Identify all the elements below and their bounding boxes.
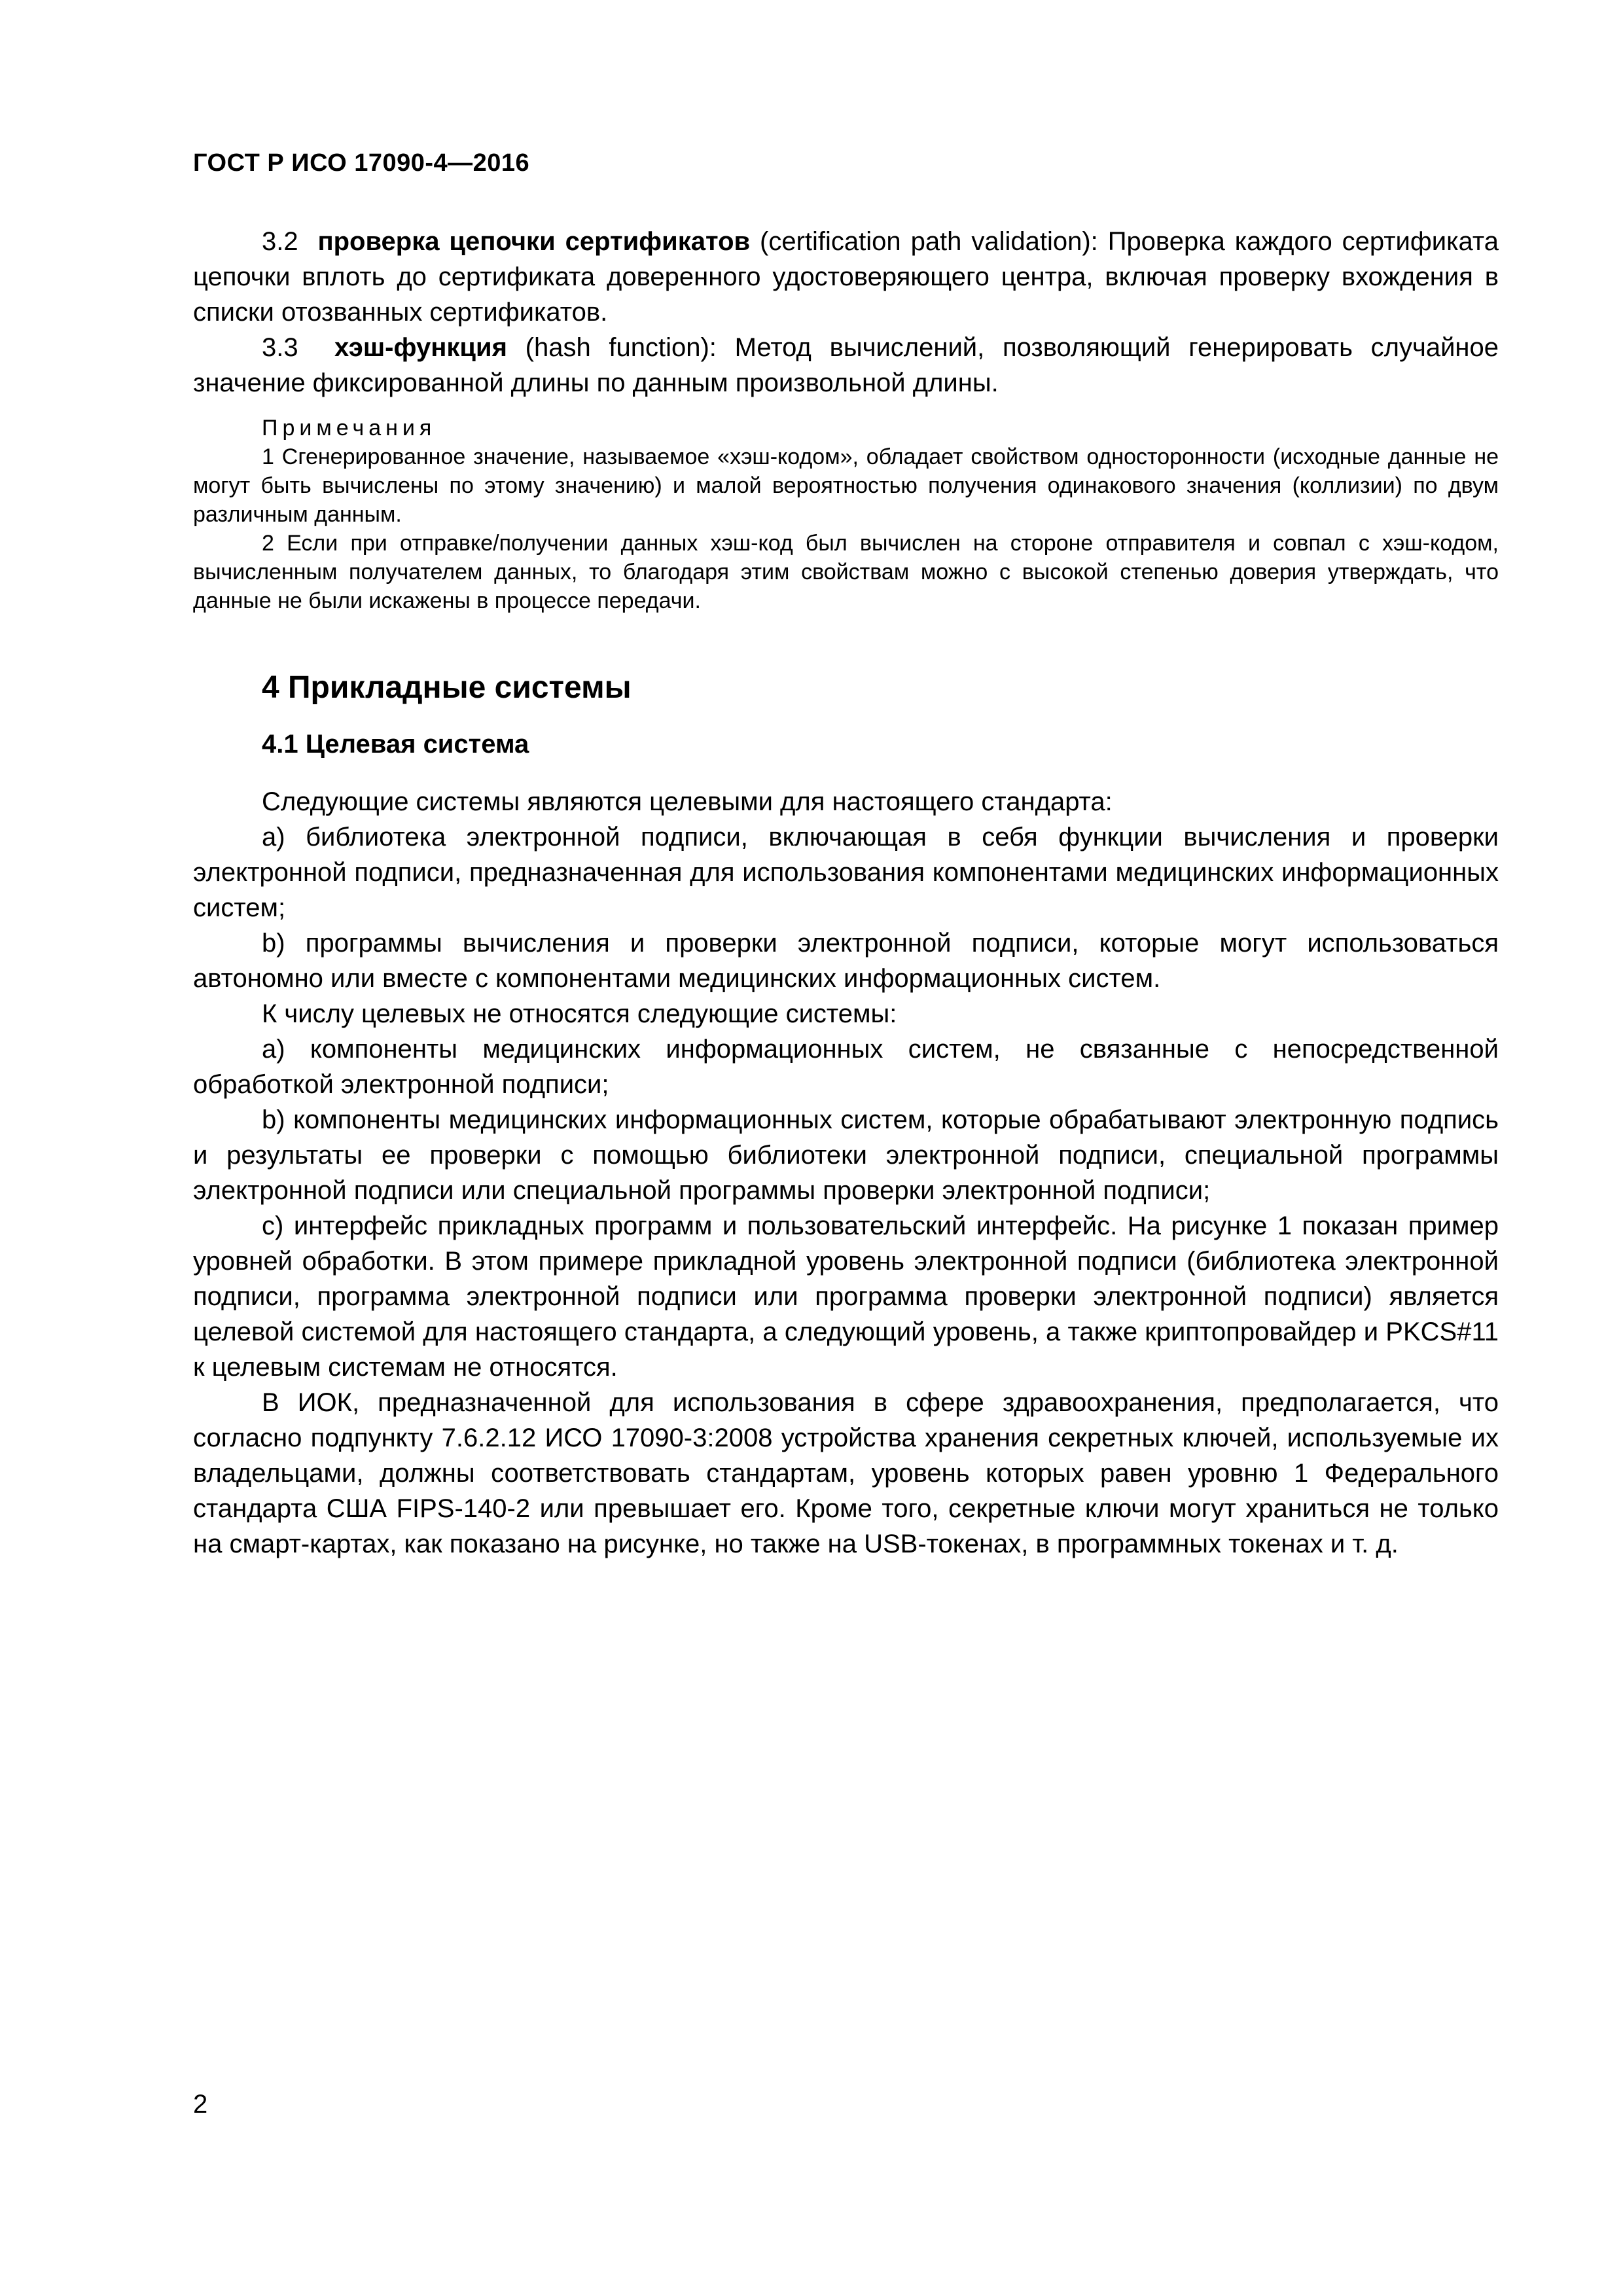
subsection-heading: 4.1 Целевая система <box>262 730 529 759</box>
body-paragraph: Следующие системы являются целевыми для настоящего стандарта: <box>262 787 1113 816</box>
definition-number: 3.3 <box>262 333 298 362</box>
definition-number: 3.2 <box>262 227 298 256</box>
list-item: a) библиотека электронной подписи, включающая в себя функции вычисления и проверки электронной подписи, предназначенная для использования компонентами медицинских информационных систем; <box>193 823 1499 922</box>
list-item: c) интерфейс прикладных программ и пользовательский интерфейс. На рисунке 1 показан пример уровней обработки. В этом примере прикладной уровень электронной подписи (библиотека электронной подписи, программа электронной подписи или программа проверки электронной подписи) является целевой системой для настоящего стандарта, а следующий уровень, а также криптопровайдер и PKCS#11 к целевым системам не относятся. <box>193 1211 1499 1382</box>
document-page <box>193 0 1499 2296</box>
notes-block <box>193 414 1499 615</box>
page-number: 2 <box>193 2090 208 2119</box>
list-item: b) программы вычисления и проверки электронной подписи, которые могут использоваться автономно или вместе с компонентами медицинских информационных систем. <box>193 929 1499 993</box>
list-item: a) компоненты медицинских информационных систем, не связанные с непосредственной обработкой электронной подписи; <box>193 1035 1499 1099</box>
section-heading: 4 Прикладные системы <box>262 670 632 705</box>
note-item: 1 Сгенерированное значение, называемое «хэш-кодом», обладает свойством односторонности (исходные данные не могут быть вычислены по этому значению) и малой вероятностью получения одинакового значения (коллизии) по двум различным данным. <box>193 444 1499 527</box>
note-item: 2 Если при отправке/получении данных хэш-код был вычислен на стороне отправителя и совпал с хэш-кодом, вычисленным получателем данных, то благодаря этим свойствам можно с высокой степенью доверия утверждать, что данные не были искажены в процессе передачи. <box>193 531 1499 613</box>
definition-text: (hash function): Метод вычислений, позволяющий генерировать случайное значение фиксированной длины по данным произвольной длины. <box>193 333 1499 397</box>
document-body <box>193 224 1499 1562</box>
definition-term: проверка цепочки сертификатов <box>317 227 751 256</box>
body-paragraph: В ИОК, предназначенной для использования в сфере здравоохранения, предполагается, что согласно подпункту 7.6.2.12 ИСО 17090-3:2008 устройства хранения секретных ключей, используемые их владельцами, должны соответствовать стандартам, уровень которых равен уровню 1 Федерального стандарта США FIPS-140-2 или превышает его. Кроме того, секретные ключи могут храниться не только на смарт-картах, как показано на рисунке, но также на USB-токенах, в программных токенах и т. д. <box>193 1388 1499 1558</box>
document-code-header: ГОСТ Р ИСО 17090-4—2016 <box>193 149 530 177</box>
body-paragraph: К числу целевых не относятся следующие системы: <box>262 999 897 1028</box>
definition-text: (certification path validation): Проверка каждого сертификата цепочки вплоть до сертификата доверенного удостоверяющего центра, включая проверку вхождения в списки отозванных сертификатов. <box>193 227 1499 327</box>
definition-term: хэш-функция <box>334 333 507 362</box>
definition-3-3 <box>193 330 1499 401</box>
notes-title: Примечания <box>262 416 437 440</box>
list-item: b) компоненты медицинских информационных систем, которые обрабатывают электронную подпись и результаты ее проверки с помощью библиотеки электронной подписи, специальной программы электронной подписи или специальной программы проверки электронной подписи; <box>193 1105 1499 1205</box>
definition-3-2 <box>193 224 1499 330</box>
